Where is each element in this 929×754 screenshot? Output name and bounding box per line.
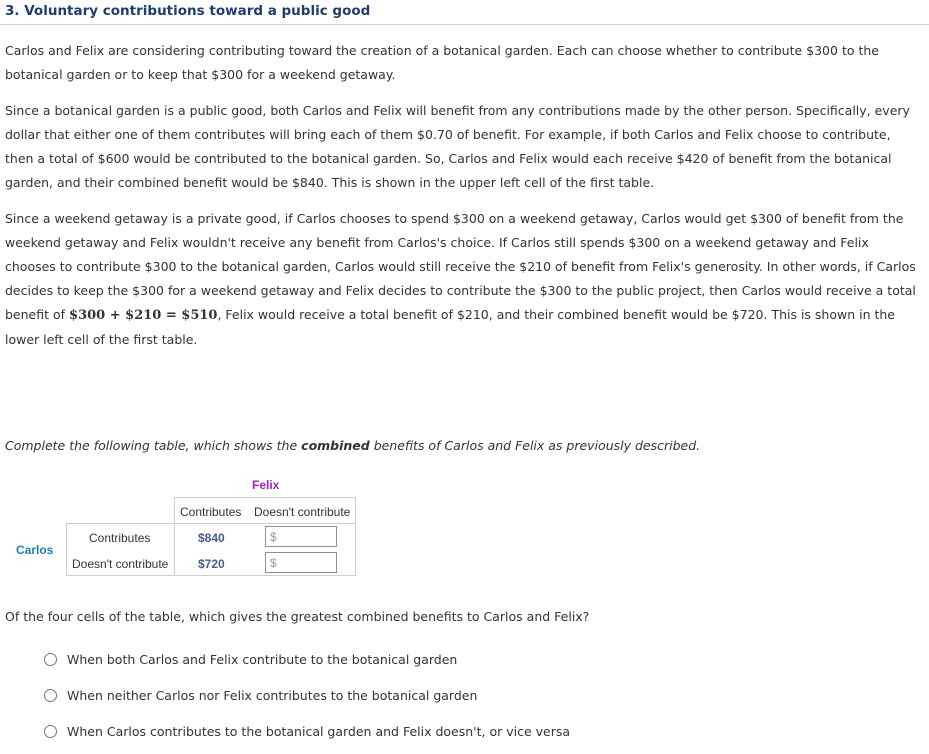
instruction-text-end: benefits of Carlos and Felix as previously described. <box>369 438 701 453</box>
paragraph-intro: Carlos and Felix are considering contributing toward the creation of a botanical garden. Each can choose whether to contribute $300 to the botanical garden or to keep that $300 for a weekend getaway. <box>5 43 879 82</box>
dollar-prefix: $ <box>270 555 277 570</box>
dollar-prefix: $ <box>270 529 277 544</box>
option-label: When both Carlos and Felix contribute to the botanical garden <box>67 652 458 667</box>
option-label: When neither Carlos nor Felix contributes to the botanical garden <box>67 688 478 703</box>
table-instruction <box>5 438 700 453</box>
option-label: When Carlos contributes to the botanical garden and Felix doesn't, or vice versa <box>67 724 571 739</box>
row-player-label: Carlos <box>16 543 54 557</box>
cell-neither-contributes-input[interactable] <box>265 552 337 573</box>
row-header-contributes: Contributes <box>89 531 151 545</box>
paragraph-public-good: Since a botanical garden is a public good, both Carlos and Felix will benefit from any contributions made by the other person. Specifically, every dollar that either one of them contributes will bring each of them $0.70 of benefit. For example, if both Carlos and Felix choose to contribute, then a total of $600 would be contributed to the botanical garden. So, Carlos and Felix would each receive $420 of benefit from the botanical garden, and their combined benefit would be $840. This is shown in the upper left cell of the first table. <box>5 103 910 190</box>
column-header-contributes: Contributes <box>180 505 242 519</box>
combined-benefit-input-1[interactable] <box>277 528 337 545</box>
cell-carlos-keeps-felix-contributes: $720 <box>198 557 225 571</box>
multiple-choice-question: Of the four cells of the table, which gives the greatest combined benefits to Carlos and Felix? <box>5 609 590 624</box>
paragraph-private-good <box>5 207 920 352</box>
option-both-contribute[interactable] <box>44 652 457 667</box>
paragraph-private-good-text: Since a weekend getaway is a private good, if Carlos chooses to spend $300 on a weekend getaway, Carlos would get $300 of benefit from the weekend getaway and Felix wouldn't receive any benefit from Carlos's choice. If Carlos still spends $300 on a weekend getaway and Felix chooses to contribute $300 to the botanical garden, Carlos would still receive the $210 of benefit from Felix's generosity. In other words, if Carlos decides to keep the $300 for a weekend getaway and Felix decides to contribute the $300 to the public project, then Carlos would receive a total benefit of <box>5 211 916 322</box>
combined-benefit-input-2[interactable] <box>277 554 337 571</box>
cell-carlos-contributes-felix-keeps-input[interactable] <box>265 526 337 547</box>
instruction-text: Complete the following table, which shows the <box>5 438 302 453</box>
radio-button[interactable] <box>44 725 57 738</box>
instruction-emphasis: combined <box>301 438 370 453</box>
question-title: 3. Voluntary contributions toward a public good <box>5 3 371 19</box>
paragraph-private-good-end: , Felix would receive a total benefit of $210, and their combined benefit would be $720. This is shown in the lower left cell of the first table. <box>5 307 896 347</box>
option-neither-contributes[interactable] <box>44 688 477 703</box>
cell-both-contribute: $840 <box>198 531 225 545</box>
column-player-label: Felix <box>252 478 280 492</box>
title-divider <box>0 24 929 25</box>
radio-button[interactable] <box>44 653 57 666</box>
column-header-doesnt-contribute: Doesn't contribute <box>254 505 351 519</box>
option-one-contributes[interactable] <box>44 724 570 739</box>
radio-button[interactable] <box>44 689 57 702</box>
row-header-doesnt-contribute: Doesn't contribute <box>72 557 169 571</box>
benefit-equation: $300 + $210 = $510 <box>69 308 218 323</box>
